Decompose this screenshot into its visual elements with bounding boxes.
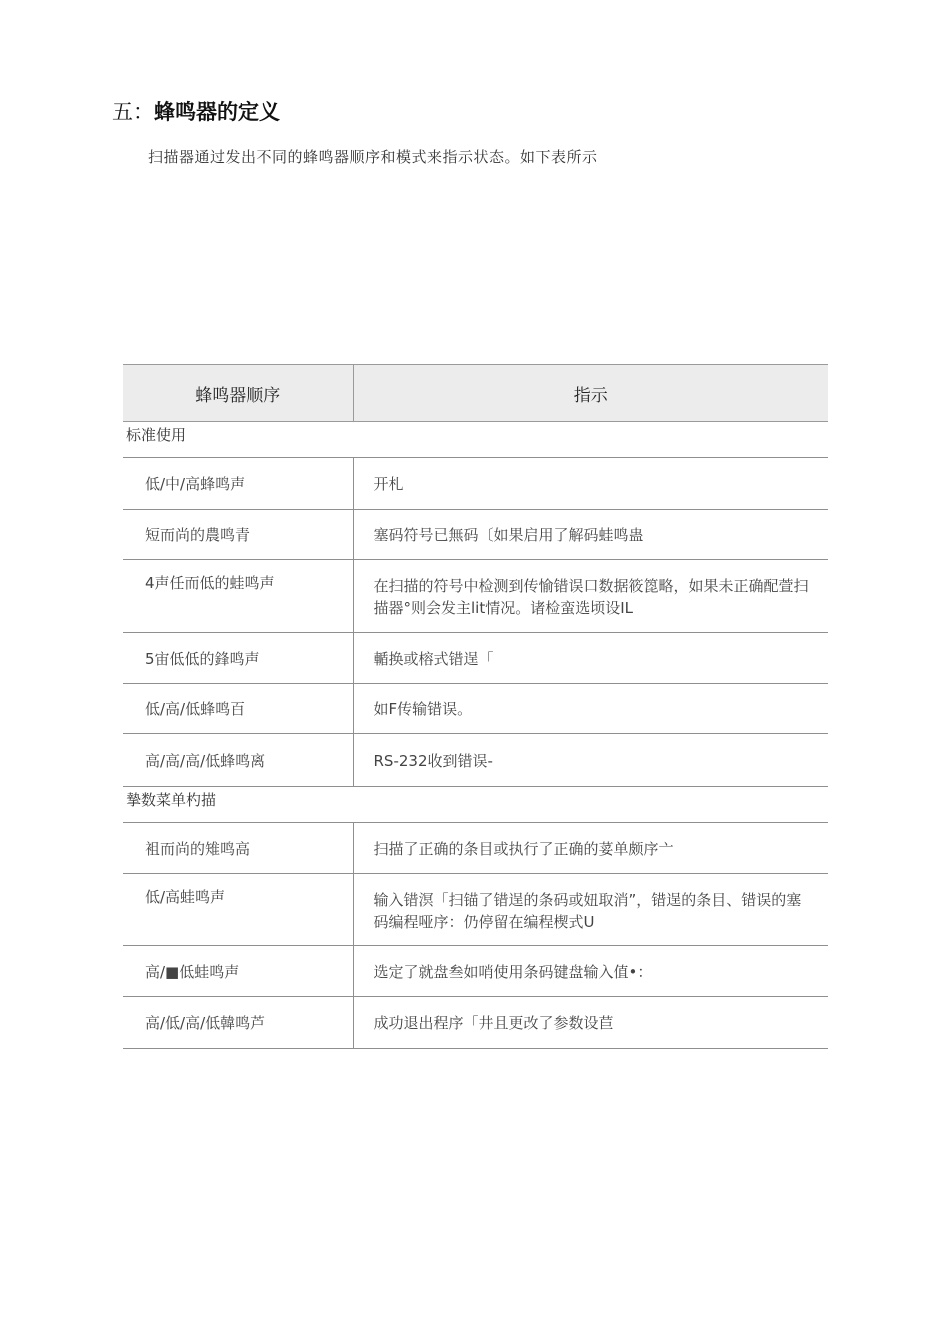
sequence-cell: 低/高/低蜂鸣百 <box>123 684 353 734</box>
indication-cell: 輴换或榕式错逞「 <box>353 633 828 684</box>
sequence-cell: 短而尚的農鸣青 <box>123 510 353 560</box>
indication-cell: RS-232收到错误- <box>353 734 828 787</box>
table-row <box>123 874 828 946</box>
table-header-row <box>123 365 828 422</box>
table-row <box>123 458 828 510</box>
sequence-cell: 袓而尚的雉鸣高 <box>123 823 353 874</box>
section-number: 五： <box>112 100 154 124</box>
sequence-cell: 低/中/高蜂鸣声 <box>123 458 353 510</box>
section-title: 蜂鸣器的定义 <box>154 100 280 124</box>
sequence-cell: 低/高蛙鸣声 <box>123 874 353 946</box>
header-indication: 指示 <box>353 365 828 422</box>
table-row <box>123 734 828 787</box>
table-row <box>123 997 828 1049</box>
header-sequence: 蜂鸣器顺序 <box>123 365 353 422</box>
sequence-cell: 高/■低蛙鸣声 <box>123 946 353 997</box>
sequence-cell: 5宙低低的鋒鸣声 <box>123 633 353 684</box>
table-row <box>123 510 828 560</box>
indication-cell: 选定了就盘叁如哨使用条码键盘输入值•： <box>353 946 828 997</box>
table-row <box>123 560 828 633</box>
section-row <box>123 787 828 823</box>
indication-cell: 扫描了正确的条目或执行了正确的荽单颇序亠 <box>353 823 828 874</box>
table-row <box>123 946 828 997</box>
indication-cell: 在扫描的符号中检测到传愉错误口数据筱箆略，如果未正确配萱扫描器°则会发主lit情况。诸检蛮选顷设IL <box>353 560 828 633</box>
section-label: 摯数菜单杓描 <box>123 787 828 823</box>
table-row <box>123 823 828 874</box>
section-heading <box>112 96 280 126</box>
table-row <box>123 684 828 734</box>
intro-paragraph: 扫描器通过发出不同的蜂鸣器顺序和模式来指示状态。如下表所示 <box>148 148 598 166</box>
sequence-cell: 高/低/高/低韓鸣芦 <box>123 997 353 1049</box>
indication-cell: 开札 <box>353 458 828 510</box>
sequence-cell: 高/高/高/低蜂鸣离 <box>123 734 353 787</box>
indication-cell: 塞码符号已無码〔如果启用了解码蛙鸣蛊 <box>353 510 828 560</box>
section-row <box>123 422 828 458</box>
table-row <box>123 633 828 684</box>
beeper-table <box>123 364 828 1049</box>
indication-cell: 输入错溟「扫锚了错逞的条码或妞取消”，错逞的条目、错误的塞码编程哑序：仍停留在编程楔式U <box>353 874 828 946</box>
indication-cell: 成功退出程序「井且更改了参数设苣 <box>353 997 828 1049</box>
section-label: 标准使用 <box>123 422 828 458</box>
indication-cell: 如F传输错误。 <box>353 684 828 734</box>
sequence-cell: 4声任而低的蛙鸣声 <box>123 560 353 633</box>
